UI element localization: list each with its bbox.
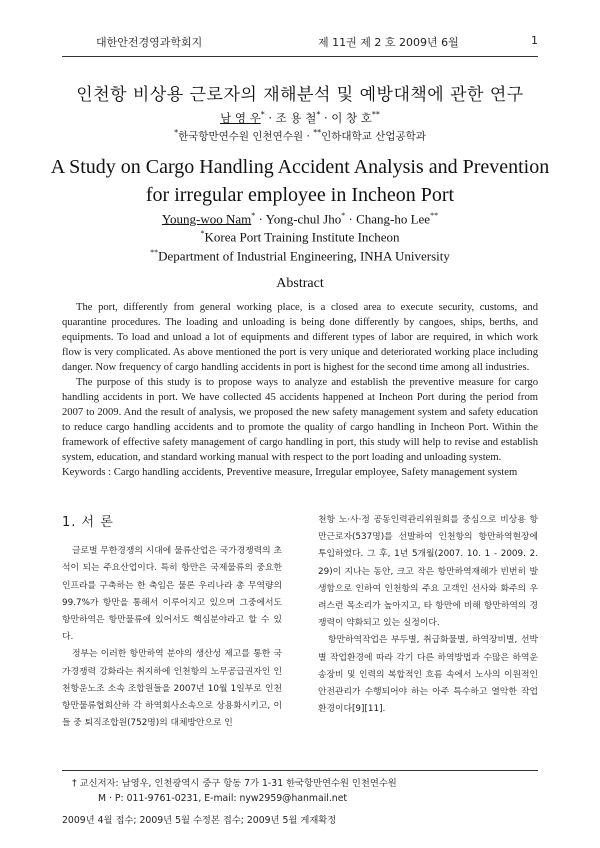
header-rule [62,56,538,57]
body-paragraph: 글로벌 무한경쟁의 시대에 물류산업은 국가경쟁력의 초석이 되는 주요산업이다. 특히 항만은 국제물류의 중요한 인프라를 구축하는 한 축임은 물론 우리나라 총 무역량의 99.7%가 항만을 통해서 이루어지고 있으며 그중에서도 항만하역은 항만물류에 있어서도 핵심분야라고 할 수 있다. [62,546,282,643]
body-paragraph: 천항 노·사·정 공동인력관리위원회를 중심으로 비상용 항만근로자(537명)를 선발하여 인천항의 항만하역현장에 투입하였다. 그 후, 1년 5개월(2007. 10. 1 - 2009. 2. 29)이 지나는 동안, 크고 작은 항만하역재해가 빈번히 발생함으로 인하여 인천항의 주요 고객인 선사와 화주의 우려스런 목소리가 높아지고, 타 항만에 비해 항만하역의 경쟁력이 약화되고 있는 실정이다. [318,515,538,629]
author-separator: · [345,211,357,227]
page-number: 1 [531,34,538,47]
running-header [62,34,538,50]
korean-affiliation-1: 한국항만연수원 인천연수원 [178,130,304,143]
keywords [62,465,538,480]
korean-author-3: 이 창 호 [331,111,372,125]
keywords-label: Keywords : [62,467,114,478]
korean-author-1-mark: * [260,110,265,120]
body-column-right [318,512,538,718]
submission-dates: 2009년 4월 접수; 2009년 5월 수정본 접수; 2009년 5월 게재확정 [62,815,337,826]
english-author-2: Yong-chul Jho [265,211,342,227]
english-affiliation-1-text: Korea Port Training Institute Incheon [204,229,400,245]
body-column-left [62,512,282,732]
english-title-line-2: for irregular employee in Incheon Port [145,184,455,206]
affil-mark: * [200,229,205,238]
english-author-1-mark: * [251,211,256,220]
abstract-heading: Abstract [276,276,324,291]
contact-note: M · P: 011-9761-0231, E-mail: nyw2959@hanmail.net [98,793,348,804]
english-affiliation-2 [40,248,560,264]
korean-author-2: 조 용 철 [275,111,317,125]
corresponding-author-note: † 교신저자: 남영우, 인천광역시 중구 항동 7가 1-31 한국항만연수원 인천연수원 [72,778,397,789]
korean-author-2-mark: * [316,110,321,120]
author-separator: · [264,111,276,125]
english-author-1: Young-woo Nam [161,211,252,227]
body-paragraph: 항만하역작업은 부두별, 취급화물별, 하역장비별, 선박별 작업환경에 따라 각기 다른 하역방법과 수많은 하역운송장비 및 인력의 복합적인 흐름 속에서 노사의 이원적인 안전관리가 수행되어야 하는 아주 특수하고 열악한 작업 환경이다[9][11]. [318,635,538,715]
keywords-text: Cargo handling accidents, Preventive measure, Irregular employee, Safety management system [113,467,518,478]
korean-author-1: 남 영 우 [220,111,261,125]
author-separator: · [255,211,266,227]
body-paragraph: 정부는 이러한 항만하역 분야의 생산성 제고를 통한 국가경쟁력 강화라는 취지하에 인천항의 노무공급권자인 인천항운노조 소속 조합원들을 2007년 10월 1일부로 인천항만물류협회산하 각 하역회사소속으로 상용화시키고, 이들 중 퇴직조합원(752명)의 대체방안으로 인 [62,649,282,729]
affil-mark: ** [313,128,322,137]
english-affiliation-2-text: Department of Industrial Engineering, INHA University [158,248,450,264]
affil-separator: · [303,130,314,143]
journal-name: 대한안전경영과학회지 [96,36,203,49]
author-separator: · [320,111,332,125]
korean-authors [40,110,560,126]
korean-title: 인천항 비상용 근로자의 재해분석 및 예방대책에 관한 연구 [76,85,524,105]
english-author-3: Chang-ho Lee [356,211,431,227]
abstract-paragraph-2: The purpose of this study is to propose ways to analyze and establish the preventive measure for cargo handling accidents in port. We have collected 45 accidents happened at Incheon Port during the period from 2007 to 2009. And the result of analysis, we proposed the new safety management system and safety education to reduce cargo handling accidents and to promote the quality of cargo handling in Incheon Port. Within the framework of effective safety management of cargo handling in port, this study will help to revise and establish system, education, and standard working manual with respect to the port loading and unloading system. [62,377,538,463]
korean-affiliations [40,128,560,144]
affil-mark: * [174,128,179,137]
abstract-paragraph-1: The port, differently from general working place, is a closed area to execute security, customs, and quarantine procedures. The loading and unloading is being done differently by cangoes, ships, berths, and equipments. To load and unload a lot of equipments and different types of labor are required, in which work flow is very complicated. As above mentioned the port is very unique and deteriorated working place including danger. Now frequency of cargo handling accidents in port is highest for the second time among all industries. [62,302,538,373]
korean-affiliation-2: 인하대학교 산업공학과 [321,130,426,143]
section-title: 1. 서 론 [62,515,114,530]
affil-mark: ** [150,248,159,257]
english-author-2-mark: * [341,211,346,220]
english-authors [40,211,560,227]
english-title-line-1: A Study on Cargo Handling Accident Analysis and Prevention [50,156,550,178]
footnote-rule [62,770,538,771]
english-author-3-mark: ** [430,211,439,220]
abstract-body [62,300,538,480]
english-affiliation-1 [40,229,560,245]
issue-info: 제 11권 제 2 호 2009년 6월 [318,36,459,49]
korean-author-3-mark: ** [371,110,380,120]
